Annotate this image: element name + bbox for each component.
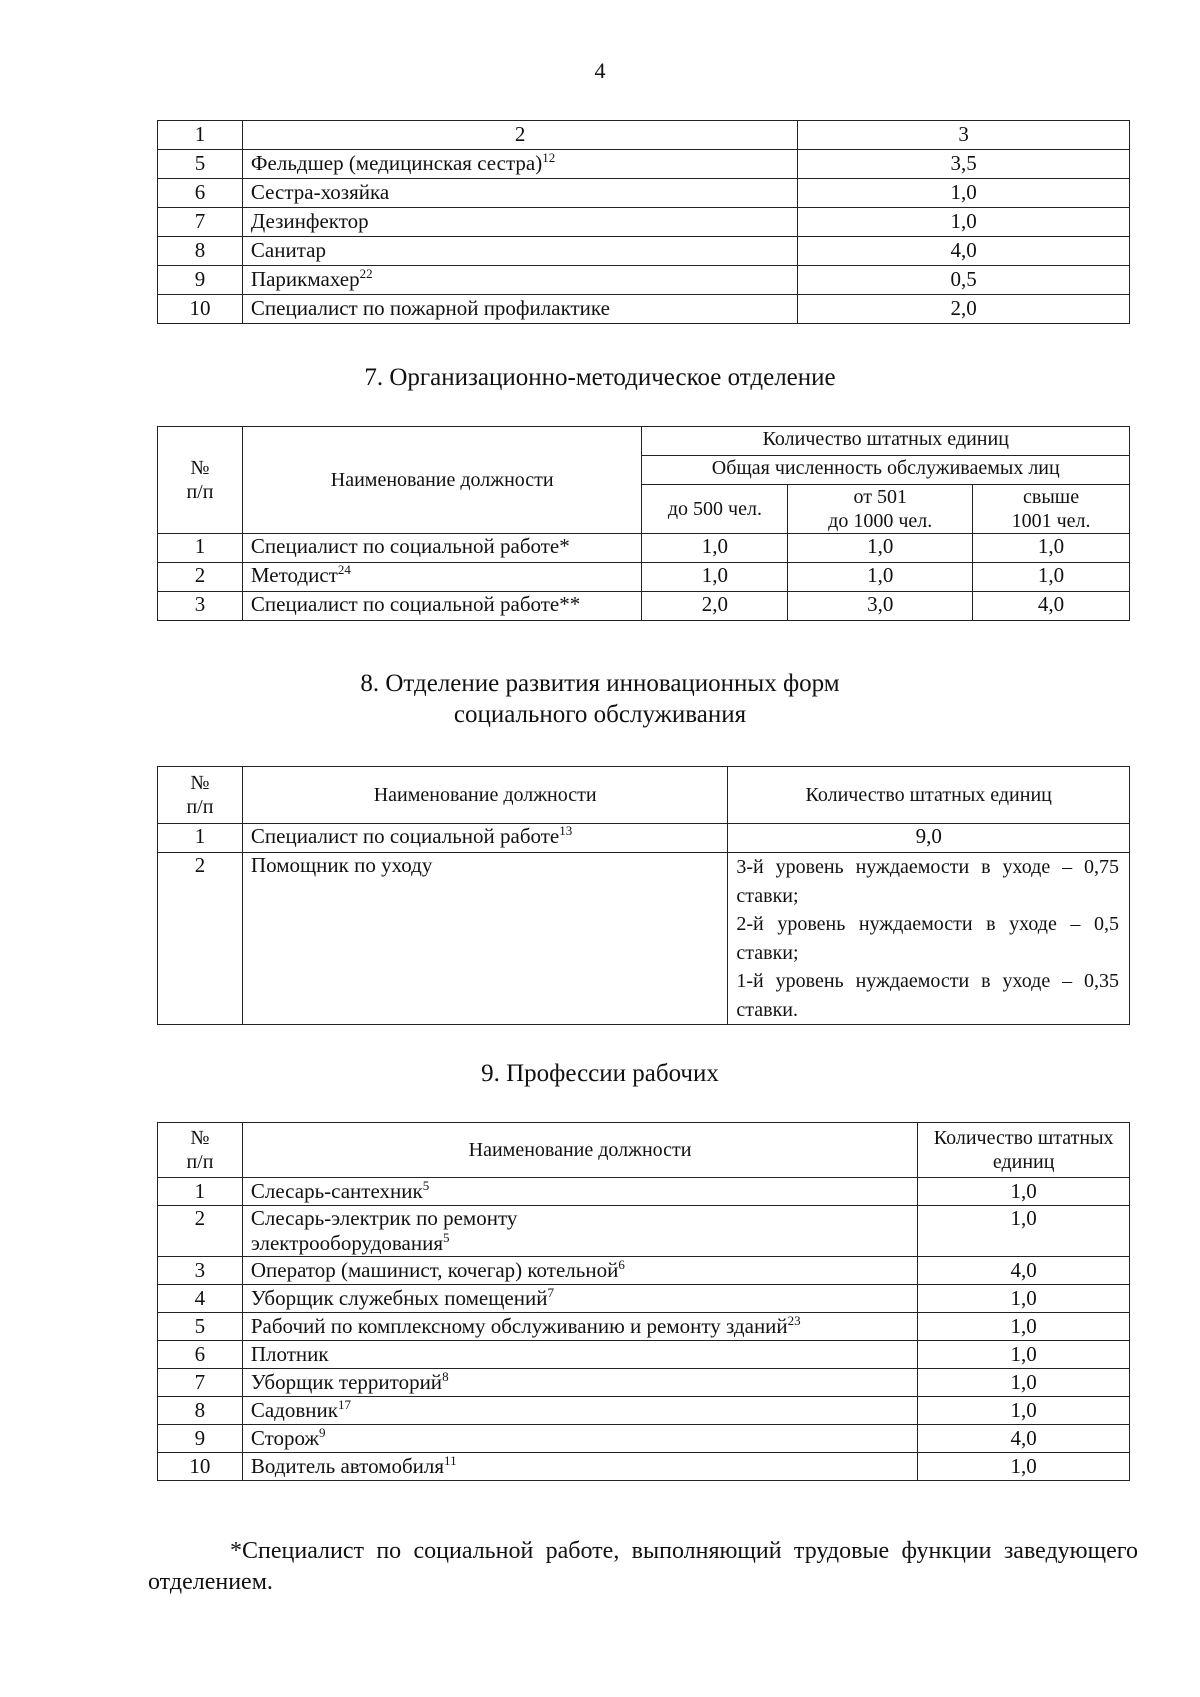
col-name-header: Наименование должности [242,427,642,534]
table-row [158,1397,1130,1425]
section-8-title-line2: социального обслуживания [453,701,747,728]
position-name: Оператор (машинист, кочегар) котельной [250,1258,619,1283]
row-number: 9 [158,266,243,295]
row-position [242,1285,917,1313]
section-9-table [157,1122,1130,1481]
row-quantity: 4,0 [918,1425,1130,1453]
col-total-header: Общая численность обслуживаемых лиц [642,456,1130,485]
footnote-ref: 5 [422,1177,430,1193]
col-501-1000-header [788,485,973,534]
table-row [158,266,1130,295]
footnote-ref: 7 [547,1285,554,1301]
row-number: 5 [158,150,243,179]
position-name: Специалист по социальной работе [250,824,560,848]
care-level-1: 1-й уровень нуждаемости в уходе – 0,35 ставки. [736,970,1119,1021]
position-name: Слесарь-сантехник [250,1178,423,1203]
table-header-row [158,427,1130,456]
col-over-1001-header [973,485,1130,534]
row-number: 8 [158,1397,243,1425]
row-position: Дезинфектор [242,208,797,237]
row-number: 3 [158,1257,243,1285]
col-name-header: Наименование должности [242,767,727,824]
col-name-header: 2 [242,121,797,150]
table-row [158,150,1130,179]
position-name: Фельдшер (медицинская сестра) [250,151,543,176]
footnote-ref: 22 [359,266,373,282]
row-qty-b: 1,0 [788,563,973,592]
table-header-row [158,121,1130,150]
position-name: Уборщик территорий [250,1370,443,1395]
table-row [158,208,1130,237]
row-qty-c: 1,0 [973,534,1130,563]
row-number: 10 [158,1453,243,1481]
table-row [158,853,1130,1025]
footnote-ref: 8 [442,1369,449,1385]
page-number: 4 [594,58,606,83]
row-quantity: 1,0 [918,1285,1130,1313]
row-position: Санитар [242,237,797,266]
row-position [242,1425,917,1453]
row-position [242,1178,917,1206]
row-position: Специалист по социальной работе* [242,534,642,563]
table-row [158,295,1130,324]
row-number: 2 [158,1206,243,1257]
row-qty-a: 1,0 [642,534,788,563]
row-position [242,824,727,853]
section-8-title [0,668,1200,730]
table-row [158,179,1130,208]
row-position: Помощник по уходу [242,853,727,1025]
row-number: 7 [158,208,243,237]
col-number-header: № п/п [158,1123,243,1178]
table-row [158,1206,1130,1257]
row-quantity: 1,0 [918,1178,1130,1206]
col-qty-header: 3 [798,121,1130,150]
position-name: Садовник [250,1398,338,1423]
row-quantity: 1,0 [918,1397,1130,1425]
col-qty-header: Количество штатных единиц [728,767,1130,824]
row-position [242,266,797,295]
table-row [158,1178,1130,1206]
row-number: 10 [158,295,243,324]
position-name: Водитель автомобиля [250,1454,445,1479]
row-position [242,1453,917,1481]
col-number-header: № п/п [158,767,243,824]
row-number: 7 [158,1369,243,1397]
table-row [158,563,1130,592]
table-row [158,592,1130,621]
footnote-ref: 9 [318,1425,326,1441]
table-row [158,1341,1130,1369]
row-position [242,563,642,592]
table-row [158,1369,1130,1397]
table-header-row [158,767,1130,824]
row-number: 6 [158,1341,243,1369]
row-number: 2 [158,563,243,592]
col-up-to-500-header: до 500 чел. [642,485,788,534]
footnote-ref: 24 [337,562,351,577]
row-position [242,1257,917,1285]
care-level-3: 3-й уровень нуждаемости в уходе – 0,75 ставки; [736,856,1119,907]
table-row [158,1257,1130,1285]
row-number: 9 [158,1425,243,1453]
col-501-1000-line2: до 1000 чел. [828,510,933,532]
row-quantity: 1,0 [918,1313,1130,1341]
row-position [242,1397,917,1425]
row-position: Специалист по пожарной профилактике [242,295,797,324]
row-number: 5 [158,1313,243,1341]
position-name: Сторож [250,1426,319,1451]
col-number-header: № п/п [158,427,243,534]
position-name: Рабочий по комплексному обслуживанию и ремонту зданий [250,1314,788,1339]
row-number: 1 [158,1178,243,1206]
row-qty-c: 4,0 [973,592,1130,621]
footnote-ref: 17 [337,1397,351,1413]
row-quantity: 4,0 [798,237,1130,266]
row-position: Плотник [242,1341,917,1369]
row-qty-a: 2,0 [642,592,788,621]
table-row [158,534,1130,563]
row-quantity: 3,5 [798,150,1130,179]
position-name: Уборщик служебных помещений [250,1286,548,1311]
col-name-header: Наименование должности [242,1123,917,1178]
row-position [242,150,797,179]
row-number: 6 [158,179,243,208]
row-qty-b: 1,0 [788,534,973,563]
position-name: Слесарь-электрик по ремонту электрооборудования [250,1206,518,1256]
footnote-ref: 5 [443,1230,450,1246]
row-position [242,1313,917,1341]
col-number-header: 1 [158,121,243,150]
row-position [242,1206,917,1257]
position-name: Парикмахер [250,267,360,292]
row-quantity: 1,0 [918,1206,1130,1257]
col-over-1001-line1: свыше [1023,486,1080,508]
row-number: 3 [158,592,243,621]
col-over-1001-line2: 1001 чел. [1011,510,1091,532]
table-row [158,1313,1130,1341]
row-number: 1 [158,824,243,853]
table-header-row [158,1123,1130,1178]
row-qty-b: 3,0 [788,592,973,621]
row-qty-a: 1,0 [642,563,788,592]
section-7-title: 7. Организационно-методическое отделение [364,364,836,391]
section-9-title: 9. Профессии рабочих [481,1060,719,1087]
row-number: 1 [158,534,243,563]
table-row [158,1425,1130,1453]
footnote-text: *Специалист по социальной работе, выполняющий трудовые функции заведующего отделением. [148,1538,1138,1595]
row-quantity: 1,0 [918,1341,1130,1369]
position-name: Методист [250,563,338,587]
row-quantity: 2,0 [798,295,1130,324]
row-quantity-care-levels [728,853,1130,1025]
footnote-ref: 6 [618,1257,625,1273]
table-row [158,1453,1130,1481]
col-501-1000-line1: от 501 [853,486,907,508]
footnote-ref: 23 [787,1313,801,1329]
col-qty-header: Количество штатных единиц [642,427,1130,456]
row-quantity: 1,0 [918,1453,1130,1481]
col-qty-header: Количество штатных единиц [918,1123,1130,1178]
section-7-table [157,426,1130,621]
table-row [158,237,1130,266]
footnote-ref: 13 [559,823,573,838]
row-quantity: 0,5 [798,266,1130,295]
section-8-table [157,766,1130,1025]
row-quantity: 1,0 [798,179,1130,208]
row-position [242,1369,917,1397]
table-row [158,824,1130,853]
row-quantity: 9,0 [728,824,1130,853]
footnote-ref: 11 [444,1453,457,1469]
section-8-title-line1: 8. Отделение развития инновационных форм [360,670,840,697]
row-qty-c: 1,0 [973,563,1130,592]
row-number: 4 [158,1285,243,1313]
row-number: 8 [158,237,243,266]
row-quantity: 1,0 [798,208,1130,237]
staff-table-continued [157,120,1130,324]
row-position: Специалист по социальной работе** [242,592,642,621]
row-quantity: 1,0 [918,1369,1130,1397]
care-level-2: 2-й уровень нуждаемости в уходе – 0,5 ставки; [736,913,1119,964]
row-number: 2 [158,853,243,1025]
row-position: Сестра-хозяйка [242,179,797,208]
footnote-ref: 12 [542,150,556,166]
row-quantity: 4,0 [918,1257,1130,1285]
table-row [158,1285,1130,1313]
